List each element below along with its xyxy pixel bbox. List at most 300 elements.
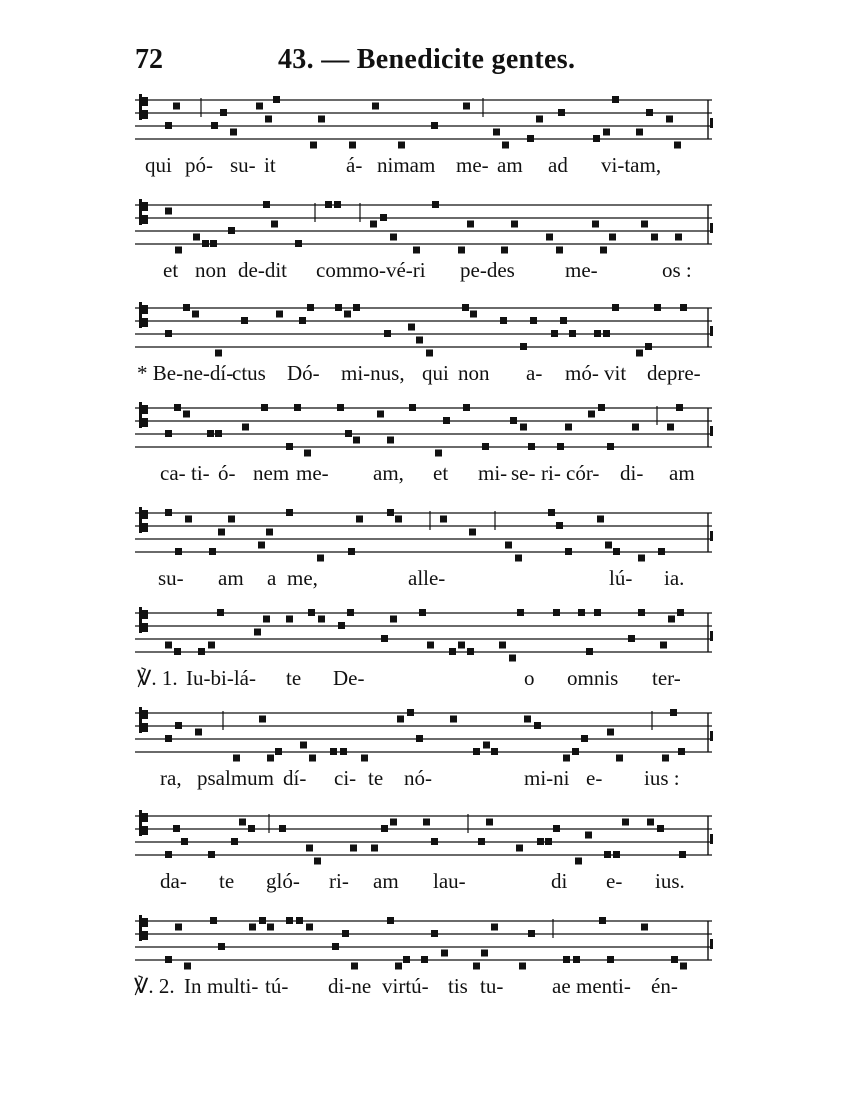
neume-note	[233, 755, 240, 762]
neume-note	[296, 917, 303, 924]
neume-note	[181, 838, 188, 845]
neume-note	[390, 234, 397, 241]
syllable: am	[373, 869, 399, 893]
neume-note	[207, 430, 214, 437]
neume-note	[307, 304, 314, 311]
neume-note	[175, 548, 182, 555]
syllable: me-	[296, 461, 329, 485]
lyrics-line-4	[0, 461, 850, 491]
neume-note	[215, 430, 222, 437]
staff-3	[0, 300, 850, 360]
neume-note	[510, 417, 517, 424]
neume-note	[259, 716, 266, 723]
neume-note	[641, 924, 648, 931]
neume-note	[304, 450, 311, 457]
syllable: di-	[620, 461, 644, 485]
neume-note	[198, 648, 205, 655]
neume-note	[306, 845, 313, 852]
neume-note	[597, 516, 604, 523]
neume-note	[612, 96, 619, 103]
neume-note	[467, 221, 474, 228]
neume-note	[306, 924, 313, 931]
neume-note	[356, 516, 363, 523]
neume-note	[515, 555, 522, 562]
neume-note	[351, 963, 358, 970]
syllable: pó-	[185, 153, 213, 177]
neume-note	[636, 350, 643, 357]
chant-system-2	[0, 197, 850, 302]
neume-note	[530, 317, 537, 324]
neume-note	[463, 103, 470, 110]
syllable: mi-nus,	[341, 361, 405, 385]
neume-note	[217, 609, 224, 616]
neume-note	[259, 917, 266, 924]
neume-note	[527, 135, 534, 142]
neume-note	[338, 622, 345, 629]
syllable: commo-vé-ri	[316, 258, 426, 282]
neume-note	[651, 234, 658, 241]
syllable: et	[433, 461, 449, 485]
neume-note	[511, 221, 518, 228]
neume-note	[662, 755, 669, 762]
neume-note	[536, 116, 543, 123]
syllable: su-	[230, 153, 256, 177]
neume-note	[256, 103, 263, 110]
neume-note	[397, 716, 404, 723]
syllable: mi-	[478, 461, 508, 485]
neume-note	[668, 616, 675, 623]
neume-note	[228, 516, 235, 523]
neume-note	[266, 529, 273, 536]
neume-note	[636, 129, 643, 136]
syllable: ci-	[334, 766, 357, 790]
neume-note	[380, 214, 387, 221]
neume-note	[537, 838, 544, 845]
neume-note	[641, 221, 648, 228]
neume-note	[607, 956, 614, 963]
neume-note	[679, 851, 686, 858]
syllable: De-	[333, 666, 365, 690]
neume-note	[463, 404, 470, 411]
neume-note	[509, 655, 516, 662]
syllable: depre-	[647, 361, 701, 385]
neume-note	[419, 609, 426, 616]
neume-note	[230, 129, 237, 136]
syllable: virtú-	[382, 974, 429, 998]
neume-note	[409, 404, 416, 411]
neume-note	[202, 240, 209, 247]
neume-note	[628, 635, 635, 642]
neume-note	[431, 930, 438, 937]
syllable: ius.	[655, 869, 685, 893]
custos-mark	[710, 631, 713, 641]
neume-note	[344, 311, 351, 318]
syllable: mi-ni	[524, 766, 570, 790]
neume-note	[309, 755, 316, 762]
syllable: non	[458, 361, 490, 385]
neume-note	[215, 350, 222, 357]
neume-note	[165, 430, 172, 437]
neume-note	[271, 221, 278, 228]
neume-note	[599, 917, 606, 924]
chant-system-6	[0, 605, 850, 710]
neume-note	[407, 709, 414, 716]
neume-note	[218, 943, 225, 950]
syllable: de-dit	[238, 258, 287, 282]
neume-note	[165, 509, 172, 516]
neume-note	[670, 709, 677, 716]
neume-note	[565, 424, 572, 431]
syllable: vit	[604, 361, 627, 385]
neume-note	[667, 424, 674, 431]
c-clef-icon	[139, 607, 148, 633]
neume-note	[317, 555, 324, 562]
neume-note	[607, 443, 614, 450]
syllable: se-	[511, 461, 536, 485]
neume-note	[524, 716, 531, 723]
neume-note	[551, 330, 558, 337]
neume-note	[295, 240, 302, 247]
syllable: ca-	[160, 461, 186, 485]
neume-note	[519, 963, 526, 970]
c-clef-icon	[139, 199, 148, 225]
neume-note	[395, 963, 402, 970]
neume-note	[605, 542, 612, 549]
neume-note	[449, 648, 456, 655]
neume-note	[450, 716, 457, 723]
neume-note	[546, 234, 553, 241]
syllable: Iu-bi-lá-	[186, 666, 256, 690]
neume-note	[505, 542, 512, 549]
neume-note	[638, 609, 645, 616]
neume-note	[208, 642, 215, 649]
page-number: 72	[135, 44, 163, 75]
neume-note	[594, 609, 601, 616]
neume-note	[675, 234, 682, 241]
neume-note	[565, 548, 572, 555]
neume-note	[432, 201, 439, 208]
neume-note	[318, 116, 325, 123]
neume-note	[218, 529, 225, 536]
neume-note	[165, 122, 172, 129]
neume-note	[165, 735, 172, 742]
custos-mark	[710, 834, 713, 844]
neume-note	[286, 917, 293, 924]
neume-note	[440, 516, 447, 523]
neume-note	[286, 616, 293, 623]
neume-note	[273, 96, 280, 103]
chant-system-9	[0, 913, 850, 1018]
syllable: nem	[253, 461, 290, 485]
neume-note	[563, 956, 570, 963]
syllable: tu-	[480, 974, 504, 998]
syllable: qui	[145, 153, 172, 177]
neume-note	[520, 343, 527, 350]
custos-mark	[710, 118, 713, 128]
neume-note	[408, 324, 415, 331]
syllable: te	[286, 666, 302, 690]
syllable: * Be-ne-dí-	[137, 361, 234, 385]
syllable: In	[184, 974, 202, 998]
syllable: o	[524, 666, 535, 690]
neume-note	[493, 129, 500, 136]
syllable: ra,	[160, 766, 182, 790]
syllable: omnis	[567, 666, 619, 690]
syllable: e-	[586, 766, 603, 790]
neume-note	[165, 208, 172, 215]
neume-note	[517, 609, 524, 616]
neume-note	[387, 437, 394, 444]
neume-note	[267, 924, 274, 931]
neume-note	[486, 819, 493, 826]
neume-note	[249, 924, 256, 931]
neume-note	[676, 404, 683, 411]
neume-note	[276, 311, 283, 318]
neume-note	[390, 819, 397, 826]
chant-system-5	[0, 505, 850, 610]
syllable: Dó-	[287, 361, 320, 385]
neume-note	[534, 722, 541, 729]
neume-note	[458, 642, 465, 649]
neume-note	[248, 825, 255, 832]
custos-mark	[710, 731, 713, 741]
syllable: lú-	[609, 566, 633, 590]
neume-note	[184, 963, 191, 970]
neume-note	[609, 234, 616, 241]
custos-mark	[710, 426, 713, 436]
neume-note	[334, 201, 341, 208]
neume-note	[349, 142, 356, 149]
syllable: menti-	[576, 974, 631, 998]
neume-note	[500, 317, 507, 324]
neume-note	[481, 950, 488, 957]
syllable: su-	[158, 566, 184, 590]
neume-note	[318, 616, 325, 623]
neume-note	[600, 247, 607, 254]
neume-note	[173, 103, 180, 110]
neume-note	[347, 609, 354, 616]
neume-note	[209, 548, 216, 555]
chant-system-7	[0, 705, 850, 810]
staff-1	[0, 92, 850, 152]
syllable: multi-	[207, 974, 259, 998]
custos-mark	[710, 326, 713, 336]
syllable: di-ne	[328, 974, 372, 998]
neume-note	[192, 311, 199, 318]
neume-note	[548, 509, 555, 516]
staff-9	[0, 913, 850, 973]
syllable: lau-	[433, 869, 466, 893]
neume-note	[183, 411, 190, 418]
custos-mark	[710, 531, 713, 541]
neume-note	[381, 825, 388, 832]
neume-note	[210, 240, 217, 247]
lyrics-line-8	[0, 869, 850, 899]
neume-note	[165, 956, 172, 963]
syllable: dí-	[283, 766, 307, 790]
neume-note	[678, 748, 685, 755]
neume-note	[173, 825, 180, 832]
neume-note	[658, 548, 665, 555]
syllable: gló-	[266, 869, 300, 893]
neume-note	[231, 838, 238, 845]
syllable: et	[163, 258, 179, 282]
lyrics-line-9	[0, 974, 850, 1004]
neume-note	[308, 609, 315, 616]
syllable: ri-	[329, 869, 349, 893]
neume-note	[556, 247, 563, 254]
syllable: ℣. 2.	[134, 974, 175, 998]
neume-note	[165, 330, 172, 337]
syllable: am	[497, 153, 523, 177]
neume-note	[165, 642, 172, 649]
neume-note	[361, 755, 368, 762]
syllable: da-	[160, 869, 187, 893]
neume-note	[520, 424, 527, 431]
syllable: te	[368, 766, 384, 790]
neume-note	[666, 116, 673, 123]
lyrics-line-6	[0, 666, 850, 696]
neume-note	[553, 825, 560, 832]
neume-note	[581, 735, 588, 742]
neume-note	[370, 221, 377, 228]
syllable: alle-	[408, 566, 446, 590]
neume-note	[491, 748, 498, 755]
neume-note	[261, 404, 268, 411]
lyrics-line-7	[0, 766, 850, 796]
neume-note	[279, 825, 286, 832]
neume-note	[674, 142, 681, 149]
neume-note	[613, 851, 620, 858]
neume-note	[387, 917, 394, 924]
neume-note	[175, 247, 182, 254]
neume-note	[483, 742, 490, 749]
neume-note	[575, 858, 582, 865]
syllable: am	[218, 566, 244, 590]
syllable: me-	[565, 258, 598, 282]
neume-note	[258, 542, 265, 549]
neume-note	[622, 819, 629, 826]
neume-note	[528, 443, 535, 450]
syllable: psalmum	[197, 766, 274, 790]
neume-note	[612, 304, 619, 311]
neume-note	[558, 109, 565, 116]
neume-note	[632, 424, 639, 431]
syllable: nimam	[377, 153, 436, 177]
neume-note	[286, 443, 293, 450]
neume-note	[572, 748, 579, 755]
neume-note	[588, 411, 595, 418]
syllable: ius :	[644, 766, 680, 790]
neume-note	[441, 950, 448, 957]
lyrics-line-5	[0, 566, 850, 596]
neume-note	[265, 116, 272, 123]
syllable: a-	[526, 361, 543, 385]
neume-note	[613, 548, 620, 555]
syllable: cór-	[566, 461, 600, 485]
neume-note	[647, 819, 654, 826]
neume-note	[241, 317, 248, 324]
neume-note	[211, 122, 218, 129]
neume-note	[469, 529, 476, 536]
custos-mark	[710, 939, 713, 949]
lyrics-line-3	[0, 361, 850, 391]
neume-note	[208, 851, 215, 858]
neume-note	[353, 304, 360, 311]
neume-note	[545, 838, 552, 845]
syllable: am	[669, 461, 695, 485]
neume-note	[680, 963, 687, 970]
neume-note	[502, 142, 509, 149]
syllable: ae	[552, 974, 571, 998]
neume-note	[342, 930, 349, 937]
neume-note	[228, 227, 235, 234]
syllable: én-	[651, 974, 678, 998]
staff-5	[0, 505, 850, 565]
neume-note	[638, 555, 645, 562]
syllable: tú-	[265, 974, 289, 998]
neume-note	[427, 642, 434, 649]
neume-note	[603, 330, 610, 337]
neume-note	[381, 635, 388, 642]
neume-note	[395, 516, 402, 523]
neume-note	[616, 755, 623, 762]
neume-note	[286, 509, 293, 516]
neume-note	[174, 648, 181, 655]
neume-note	[350, 845, 357, 852]
neume-note	[220, 109, 227, 116]
syllable: tis	[448, 974, 468, 998]
neume-note	[398, 142, 405, 149]
neume-note	[556, 522, 563, 529]
neume-note	[660, 642, 667, 649]
syllable: non	[195, 258, 227, 282]
neume-note	[193, 234, 200, 241]
neume-note	[499, 642, 506, 649]
neume-note	[607, 729, 614, 736]
neume-note	[482, 443, 489, 450]
syllable: ℣. 1.	[137, 666, 178, 690]
syllable: ti-	[191, 461, 210, 485]
neume-note	[185, 516, 192, 523]
neume-note	[310, 142, 317, 149]
syllable: pe-des	[460, 258, 515, 282]
neume-note	[275, 748, 282, 755]
syllable: me-	[456, 153, 489, 177]
syllable: me,	[287, 566, 318, 590]
syllable: a	[267, 566, 277, 590]
neume-note	[646, 109, 653, 116]
neume-note	[242, 424, 249, 431]
neume-note	[478, 838, 485, 845]
neume-note	[491, 924, 498, 931]
neume-note	[470, 311, 477, 318]
neume-note	[300, 742, 307, 749]
neume-note	[657, 825, 664, 832]
neume-note	[573, 956, 580, 963]
neume-note	[263, 616, 270, 623]
staff-6	[0, 605, 850, 665]
neume-note	[299, 317, 306, 324]
neume-note	[467, 648, 474, 655]
syllable: nó-	[404, 766, 432, 790]
syllable: vi-tam,	[601, 153, 662, 177]
syllable: os :	[662, 258, 692, 282]
neume-note	[345, 430, 352, 437]
neume-note	[431, 838, 438, 845]
neume-note	[390, 616, 397, 623]
neume-note	[165, 851, 172, 858]
